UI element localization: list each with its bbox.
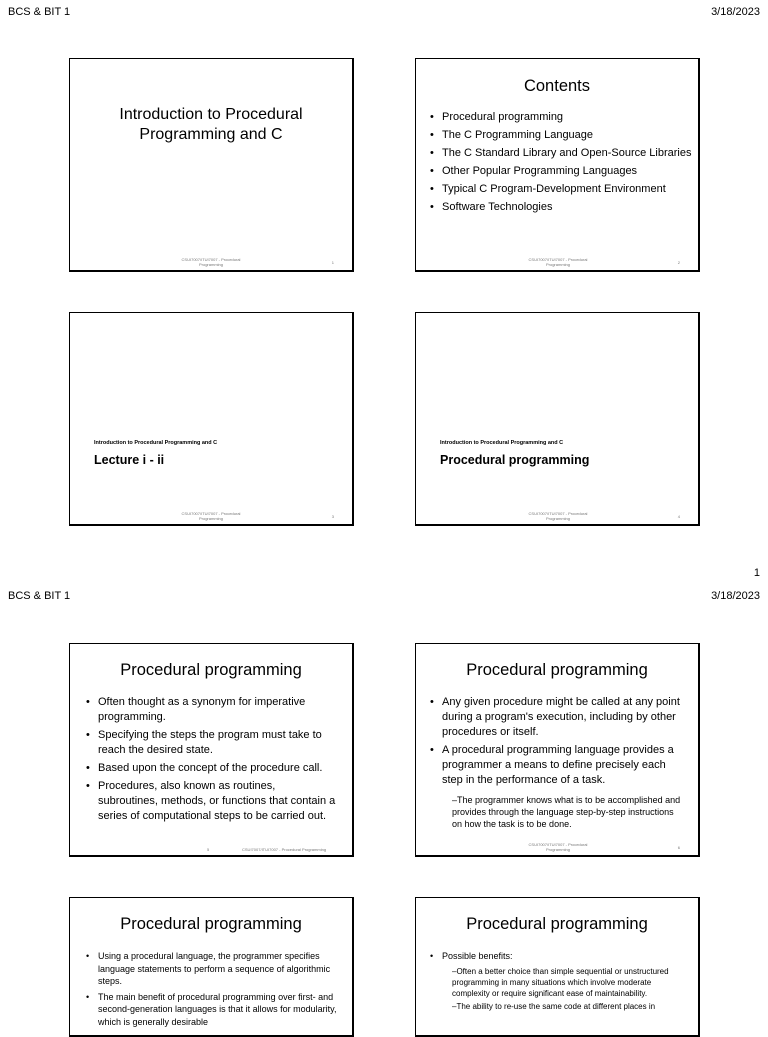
page1-header-right: 3/18/2023 [711,6,760,18]
bullet-list [86,950,342,1028]
list-item: • Software Technologies [430,200,692,215]
slide-8 [415,897,700,1037]
sub-bullet-list [442,794,686,830]
slide-title: Procedural programming [466,915,648,933]
list-item: • Procedural programming [430,110,692,125]
slide-footer: CSUI7007/ITUI7007 - Procedural Programming [181,511,241,521]
slide-footer: CSUI7007/ITUI7007 - Procedural Programming [181,257,241,267]
slide-title: Procedural programming [120,915,302,933]
slide-footer: CSUI7007/ITUI7007 - Procedural Programming [528,511,588,521]
list-item: • Any given procedure might be called at any point during a program's execution, including by other procedures or itself. [430,695,688,740]
list-item: • The C Standard Library and Open-Source Libraries [430,146,692,161]
list-item: • Procedures, also known as routines, subroutines, methods, or functions that contain a series of computational steps to be carried out. [86,779,338,824]
slide-3 [69,312,354,526]
slide-title: Procedural programming [120,661,302,679]
slide-4 [415,312,700,526]
list-item: • The C Programming Language [430,128,692,143]
sub-list-item: – The programmer knows what is to be accomplished and provides through the language step-by-step instructions on how the task is to be done. [442,794,686,830]
slide-1 [69,58,354,272]
list-item: • Specifying the steps the program must take to reach the desired state. [86,728,338,758]
page2-header-right: 3/18/2023 [711,590,760,602]
slide-number: 5 [207,847,210,852]
slide-footer: CSUI7007/ITUI7007 - Procedural Programming [242,847,327,852]
slide-7 [69,897,354,1037]
page2-header-left: BCS & BIT 1 [8,590,71,602]
page-number: 1 [753,567,760,579]
sub-list-item: – Often a better choice than simple sequential or unstructured programming in many situations which involve moderate complexity or require significant ease of maintainability. [442,966,690,999]
slide-title: Procedural programming [466,661,648,679]
slide-footer: CSUI7007/ITUI7007 - Procedural Programming [528,257,588,267]
list-item: • Using a procedural language, the programmer specifies language statements to perform a sequence of algorithmic steps. [86,950,342,988]
slide-6 [415,643,700,857]
list-item: • Based upon the concept of the procedure call. [86,761,338,776]
list-item: • Typical C Program-Development Environment [430,182,692,197]
page1-header-left: BCS & BIT 1 [8,6,71,18]
slide-title: Introduction to Procedural Programming and C [119,106,303,143]
slide-number: 6 [677,845,680,850]
bullet-list [86,695,338,827]
list-item: • Possible benefits: [430,950,688,963]
list-item: • A procedural programming language provides a programmer a means to define precisely each step in the performance of a task. [430,743,688,788]
slide-title: Contents [523,77,591,95]
slide-footer: CSUI7007/ITUI7007 - Procedural Programming [528,842,588,852]
slide-number: 4 [677,514,680,519]
slide-2 [415,58,700,272]
bullet-list [430,695,688,788]
slide-number: 2 [677,260,680,265]
list-item: • The main benefit of procedural programming over first- and second-generation languages is that it allows for modularity, which is generally desirable [86,991,342,1029]
slide-number: 3 [331,514,334,519]
sub-list-item: – The ability to re-use the same code at different places in [442,1001,690,1012]
section-label: Introduction to Procedural Programming and C [94,440,218,446]
bullet-list [430,950,688,963]
section-label: Introduction to Procedural Programming and C [440,440,564,446]
slide-5 [69,643,354,857]
sub-bullet-list [442,966,690,1012]
bullet-list [430,110,692,218]
list-item: • Other Popular Programming Languages [430,164,692,179]
slide-number: 1 [331,260,334,265]
list-item: • Often thought as a synonym for imperative programming. [86,695,338,725]
section-title: Procedural programming [440,453,590,467]
section-title: Lecture i - ii [94,453,165,467]
